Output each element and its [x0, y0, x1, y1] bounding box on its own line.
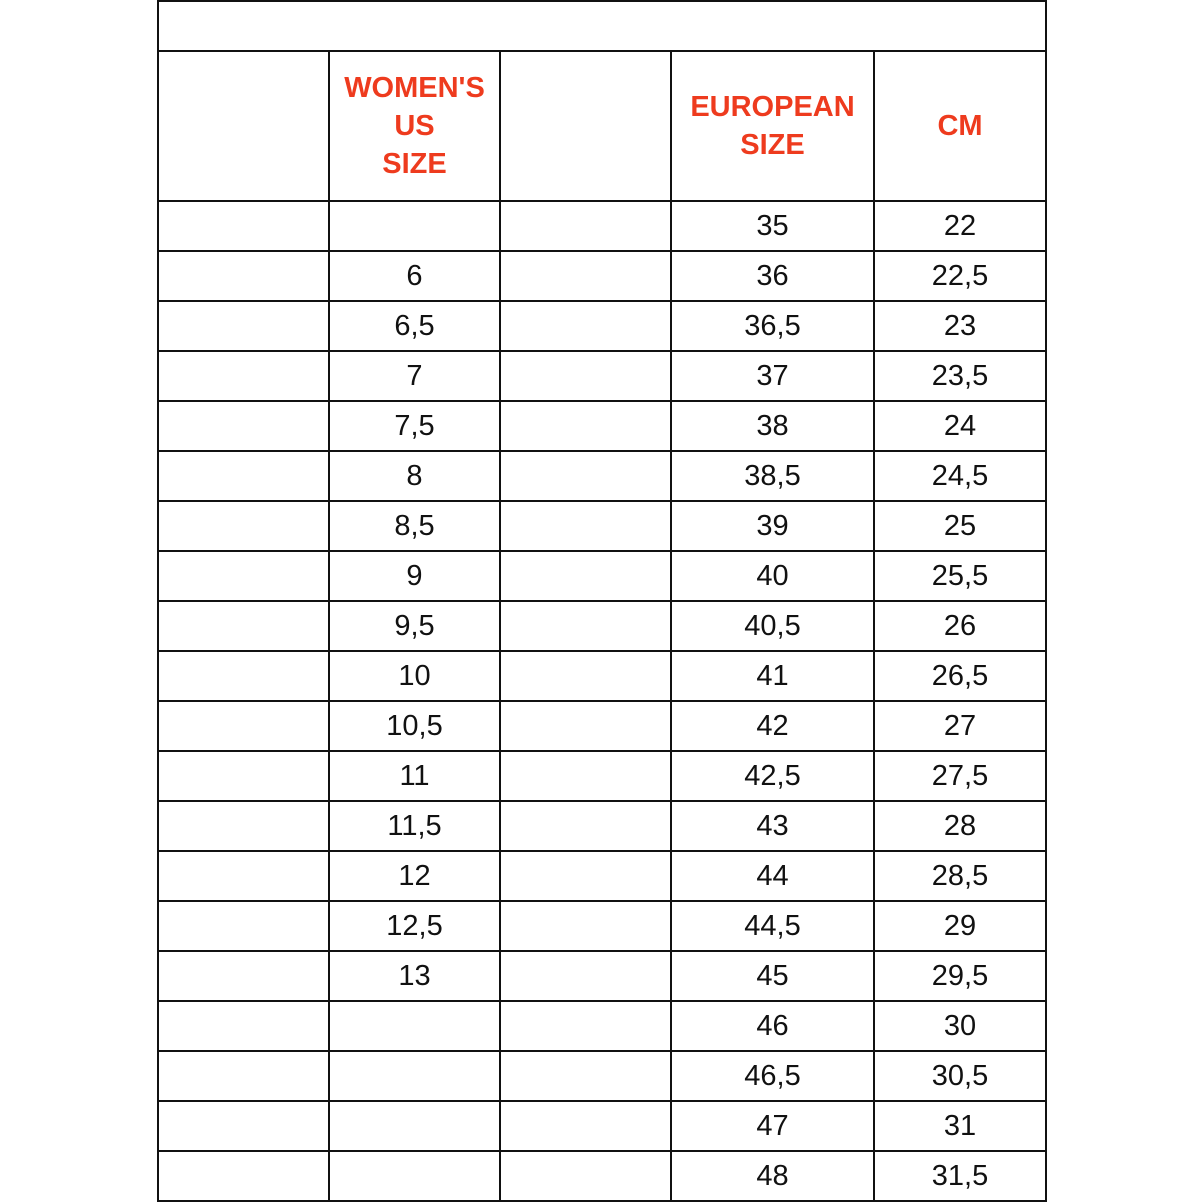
- cell-blank-1: [158, 1051, 329, 1101]
- cell-cm: 31: [874, 1101, 1046, 1151]
- cell-blank-2: [500, 501, 671, 551]
- header-european-size-line-2: SIZE: [740, 129, 805, 161]
- cell-cm: 23: [874, 301, 1046, 351]
- table-row: [158, 1101, 1046, 1151]
- cell-european-size: 46: [671, 1001, 874, 1051]
- header-us-size: [329, 51, 500, 201]
- cell-european-size: 42: [671, 701, 874, 751]
- table-row: [158, 501, 1046, 551]
- cell-cm: 25,5: [874, 551, 1046, 601]
- cell-european-size: 40,5: [671, 601, 874, 651]
- cell-blank-1: [158, 751, 329, 801]
- cell-european-size: 45: [671, 951, 874, 1001]
- cell-blank-1: [158, 351, 329, 401]
- cell-european-size: 35: [671, 201, 874, 251]
- cell-blank-2: [500, 301, 671, 351]
- cell-cm: 28: [874, 801, 1046, 851]
- cell-european-size: 40: [671, 551, 874, 601]
- cell-blank-2: [500, 701, 671, 751]
- title-row: [158, 1, 1046, 51]
- cell-blank-2: [500, 851, 671, 901]
- cell-us-size: 9,5: [329, 601, 500, 651]
- cell-us-size: 12,5: [329, 901, 500, 951]
- cell-blank-1: [158, 951, 329, 1001]
- cell-blank-2: [500, 751, 671, 801]
- cell-european-size: 44,5: [671, 901, 874, 951]
- cell-blank-2: [500, 201, 671, 251]
- cell-cm: 27,5: [874, 751, 1046, 801]
- cell-cm: 22: [874, 201, 1046, 251]
- cell-european-size: 38,5: [671, 451, 874, 501]
- cell-european-size: 36,5: [671, 301, 874, 351]
- cell-blank-1: [158, 901, 329, 951]
- cell-cm: 29: [874, 901, 1046, 951]
- header-row: [158, 51, 1046, 201]
- cell-blank-2: [500, 1051, 671, 1101]
- cell-blank-1: [158, 1151, 329, 1201]
- cell-european-size: 46,5: [671, 1051, 874, 1101]
- table-row: [158, 1151, 1046, 1201]
- cell-us-size: 13: [329, 951, 500, 1001]
- table-row: [158, 551, 1046, 601]
- cell-cm: 24,5: [874, 451, 1046, 501]
- table-row: [158, 601, 1046, 651]
- header-us-size-line-1: WOMEN'S: [344, 72, 485, 104]
- cell-blank-2: [500, 901, 671, 951]
- table-row: [158, 451, 1046, 501]
- cell-blank-1: [158, 201, 329, 251]
- cell-blank-2: [500, 401, 671, 451]
- cell-us-size: 6: [329, 251, 500, 301]
- cell-blank-2: [500, 801, 671, 851]
- header-european-size-line-1: EUROPEAN: [690, 91, 855, 123]
- table-row: [158, 651, 1046, 701]
- cell-blank-2: [500, 351, 671, 401]
- header-empty-1: [158, 51, 329, 201]
- cell-blank-1: [158, 401, 329, 451]
- cell-cm: 27: [874, 701, 1046, 751]
- table-row: [158, 801, 1046, 851]
- header-european-size: [671, 51, 874, 201]
- cell-blank-2: [500, 951, 671, 1001]
- table-row: [158, 251, 1046, 301]
- cell-european-size: 48: [671, 1151, 874, 1201]
- cell-us-size: 11: [329, 751, 500, 801]
- cell-cm: 25: [874, 501, 1046, 551]
- cell-us-size: 8: [329, 451, 500, 501]
- cell-blank-1: [158, 501, 329, 551]
- cell-blank-1: [158, 551, 329, 601]
- cell-european-size: 44: [671, 851, 874, 901]
- cell-us-size: [329, 1051, 500, 1101]
- cell-blank-2: [500, 1001, 671, 1051]
- cell-blank-1: [158, 601, 329, 651]
- cell-cm: 23,5: [874, 351, 1046, 401]
- cell-blank-2: [500, 551, 671, 601]
- cell-us-size: 6,5: [329, 301, 500, 351]
- cell-blank-1: [158, 301, 329, 351]
- cell-cm: 28,5: [874, 851, 1046, 901]
- table-row: [158, 1001, 1046, 1051]
- table-row: [158, 351, 1046, 401]
- header-cm: [874, 51, 1046, 201]
- cell-blank-2: [500, 1151, 671, 1201]
- cell-blank-1: [158, 701, 329, 751]
- table-row: [158, 851, 1046, 901]
- header-empty-2: [500, 51, 671, 201]
- cell-blank-1: [158, 251, 329, 301]
- table-row: [158, 1051, 1046, 1101]
- cell-blank-2: [500, 601, 671, 651]
- table-row: [158, 301, 1046, 351]
- cell-blank-2: [500, 651, 671, 701]
- table-row: [158, 751, 1046, 801]
- cell-us-size: 7,5: [329, 401, 500, 451]
- table-row: [158, 401, 1046, 451]
- cell-us-size: [329, 1001, 500, 1051]
- cell-european-size: 37: [671, 351, 874, 401]
- cell-us-size: [329, 201, 500, 251]
- cell-cm: 24: [874, 401, 1046, 451]
- cell-blank-1: [158, 851, 329, 901]
- cell-european-size: 41: [671, 651, 874, 701]
- header-us-size-line-3: SIZE: [382, 148, 447, 180]
- cell-european-size: 36: [671, 251, 874, 301]
- cell-blank-2: [500, 451, 671, 501]
- cell-us-size: 11,5: [329, 801, 500, 851]
- cell-us-size: 10: [329, 651, 500, 701]
- table-title: [158, 1, 1046, 51]
- cell-european-size: 47: [671, 1101, 874, 1151]
- cell-blank-1: [158, 651, 329, 701]
- cell-us-size: 12: [329, 851, 500, 901]
- cell-us-size: 7: [329, 351, 500, 401]
- cell-european-size: 43: [671, 801, 874, 851]
- cell-cm: 26,5: [874, 651, 1046, 701]
- cell-cm: 30: [874, 1001, 1046, 1051]
- header-cm-line-1: CM: [937, 110, 983, 142]
- cell-blank-1: [158, 801, 329, 851]
- cell-us-size: 10,5: [329, 701, 500, 751]
- cell-cm: 26: [874, 601, 1046, 651]
- cell-blank-2: [500, 1101, 671, 1151]
- table-row: [158, 201, 1046, 251]
- cell-european-size: 42,5: [671, 751, 874, 801]
- header-us-size-line-2: US: [394, 110, 435, 142]
- cell-us-size: [329, 1101, 500, 1151]
- cell-cm: 29,5: [874, 951, 1046, 1001]
- cell-us-size: 9: [329, 551, 500, 601]
- cell-blank-2: [500, 251, 671, 301]
- size-chart-table: [157, 0, 1047, 1202]
- cell-cm: 31,5: [874, 1151, 1046, 1201]
- cell-us-size: 8,5: [329, 501, 500, 551]
- cell-european-size: 39: [671, 501, 874, 551]
- table-row: [158, 901, 1046, 951]
- cell-blank-1: [158, 1101, 329, 1151]
- cell-cm: 22,5: [874, 251, 1046, 301]
- cell-us-size: [329, 1151, 500, 1201]
- cell-blank-1: [158, 451, 329, 501]
- cell-blank-1: [158, 1001, 329, 1051]
- table-row: [158, 951, 1046, 1001]
- table-row: [158, 701, 1046, 751]
- cell-european-size: 38: [671, 401, 874, 451]
- cell-cm: 30,5: [874, 1051, 1046, 1101]
